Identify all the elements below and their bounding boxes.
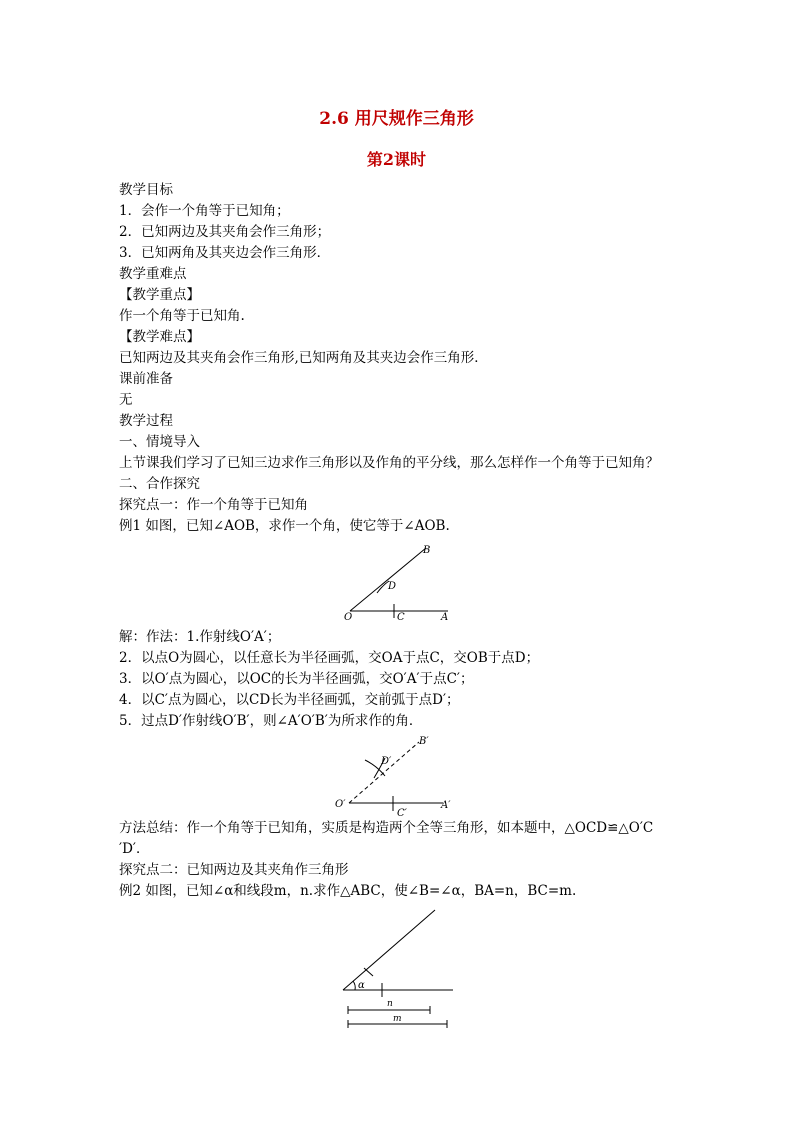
text-line: 课前准备 <box>119 371 173 387</box>
text-line: 教学过程 <box>119 413 173 429</box>
text-line: 一、情境导入 <box>119 434 200 450</box>
section-a <box>119 180 689 537</box>
text-line: 探究点二：已知两边及其夹角作三角形 <box>119 862 349 878</box>
text-line: 无 <box>119 392 133 408</box>
text-line: 已知两边及其夹角会作三角形,已知两角及其夹边会作三角形． <box>119 350 488 366</box>
text-line: 探究点一：作一个角等于已知角 <box>119 497 308 513</box>
point-label-a-prime: A′ <box>441 800 451 811</box>
point-label-b: B <box>423 545 431 556</box>
text-line: 【教学难点】 <box>119 329 200 345</box>
document-body <box>119 180 689 1034</box>
point-label-o-prime: O′ <box>335 799 346 810</box>
section-b <box>119 627 689 732</box>
segment-label-m: m <box>393 1014 402 1024</box>
text-line: ′D′． <box>119 841 150 857</box>
text-line: 2．已知两边及其夹角会作三角形； <box>119 224 331 240</box>
point-label-c: C <box>397 612 405 623</box>
figure-angle-aob <box>344 543 464 623</box>
text-line: 二、合作探究 <box>119 476 200 492</box>
text-line: 例1 如图，已知∠AOB，求作一个角，使它等于∠AOB. <box>119 518 450 534</box>
text-line: 作一个角等于已知角. <box>119 308 245 324</box>
text-line: 教学重难点 <box>119 266 187 282</box>
text-line: 3．已知两角及其夹边会作三角形． <box>119 245 331 261</box>
point-label-b-prime: B′ <box>419 736 429 747</box>
angle-label-alpha: α <box>358 980 365 991</box>
point-label-d: D <box>388 581 397 592</box>
section-c <box>119 818 689 902</box>
text-line: 上节课我们学习了已知三边求作三角形以及作角的平分线，那么怎样作一个角等于已知角？ <box>119 455 659 471</box>
text-line: 【教学重点】 <box>119 287 200 303</box>
point-label-a: A <box>441 612 449 623</box>
text-line: 4．以C′点为圆心，以CD长为半径画弧，交前弧于点D′； <box>119 692 460 708</box>
text-line: 例2 如图，已知∠α和线段m，n.求作△ABC，使∠B=∠α，BA=n，BC=m. <box>119 883 577 899</box>
point-label-c-prime: C′ <box>397 808 407 818</box>
text-line: 2．以点O为圆心，以任意长为半径画弧，交OA于点C，交OB于点D； <box>119 650 540 666</box>
point-label-d-prime: D′ <box>381 756 392 767</box>
figure-constructed-angle <box>335 736 465 818</box>
segment-label-n: n <box>387 999 393 1009</box>
text-line: 方法总结：作一个角等于已知角，实质是构造两个全等三角形，如本题中，△OCD≌△O′C <box>119 820 654 836</box>
document-title: 2.6 用尺规作三角形 <box>319 109 474 129</box>
text-line: 教学目标 <box>119 182 173 198</box>
lesson-subtitle: 第2课时 <box>366 150 427 169</box>
point-label-o: O <box>344 612 353 623</box>
text-line: 解：作法：1.作射线O′A′； <box>119 629 281 645</box>
text-line: 3．以O′点为圆心，以OC的长为半径画弧，交O′A′于点C′； <box>119 671 474 687</box>
figure-angle-alpha-segments <box>337 908 467 1034</box>
text-line: 5．过点D′作射线O′B′，则∠A′O′B′为所求作的角． <box>119 713 423 729</box>
text-line: 1．会作一个角等于已知角； <box>119 203 290 219</box>
